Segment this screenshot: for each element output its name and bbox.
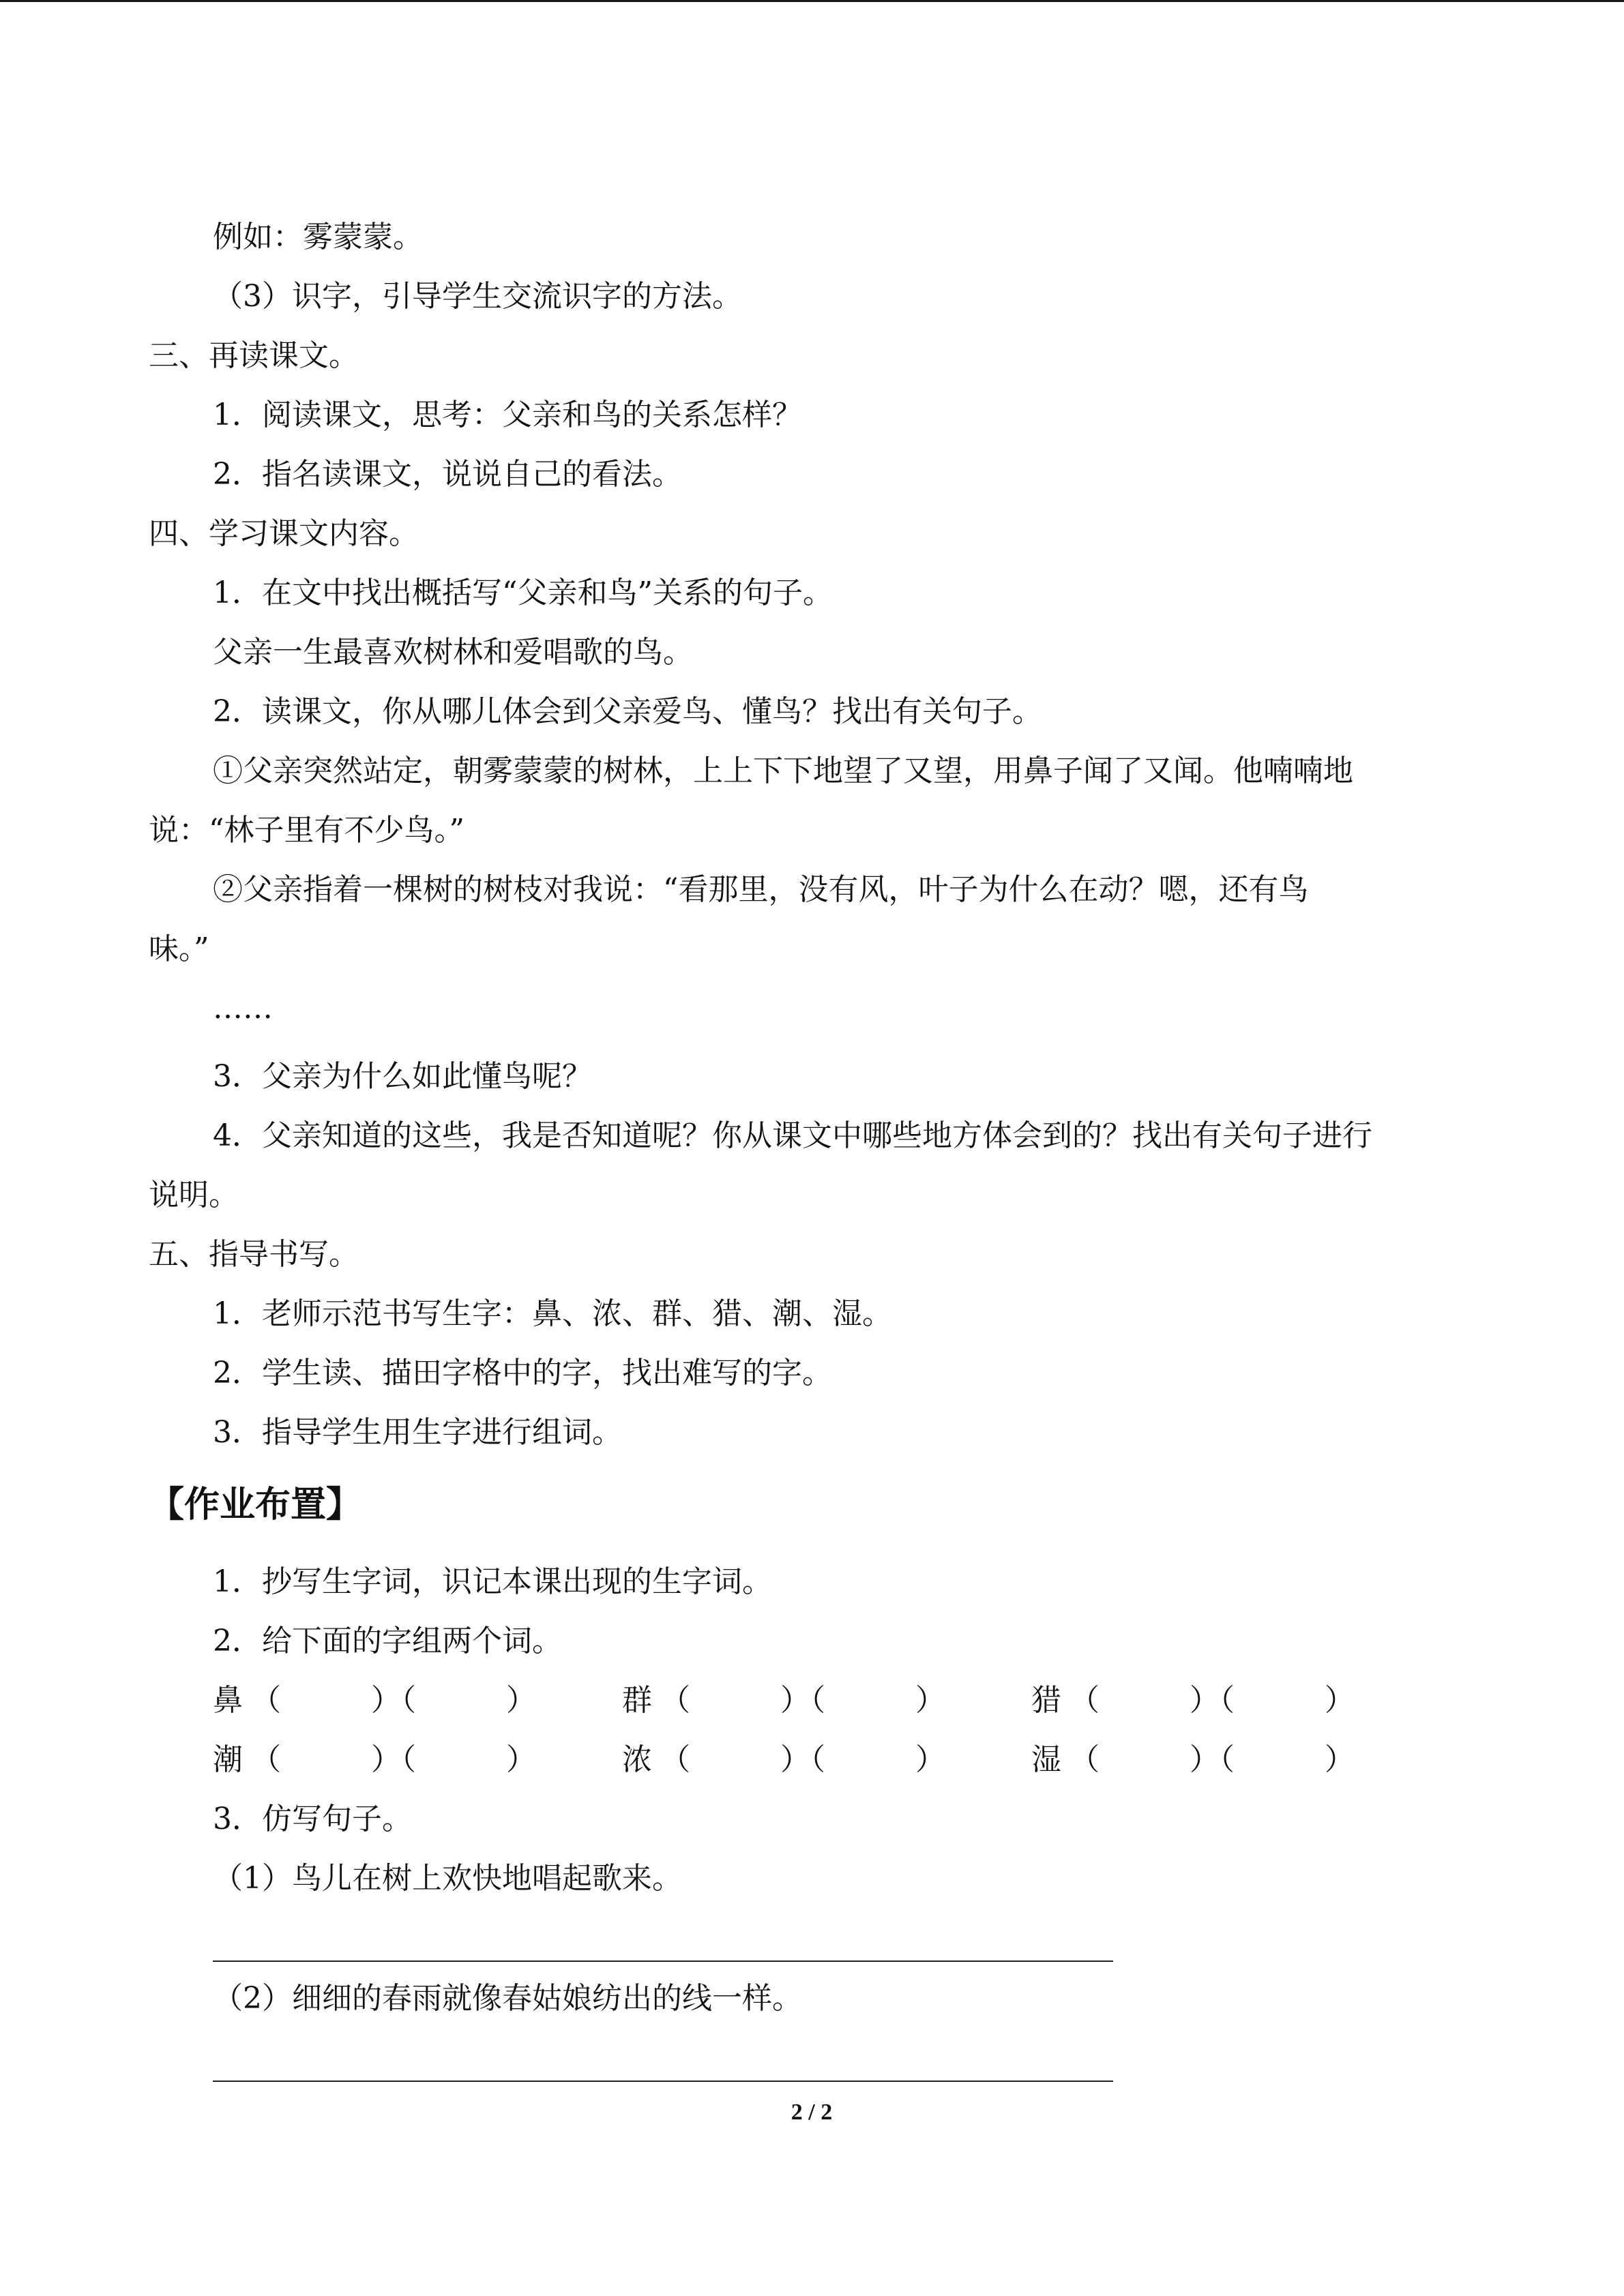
text-line: ②父亲指着一棵树的树枝对我说：“看那里，没有风，叶子为什么在动？嗯，还有鸟 [213, 872, 1309, 907]
word-blanks: （ ）（ ） [1069, 1742, 1355, 1777]
word-char: 浓 [622, 1742, 652, 1777]
text-line: 2．学生读、描田字格中的字，找出难写的字。 [213, 1356, 832, 1390]
homework-item: 1．抄写生字词，识记本课出现的生字词。 [213, 1564, 772, 1599]
text-line: 例如：雾蒙蒙。 [213, 220, 423, 254]
text-line: 3．指导学生用生字进行组词。 [213, 1415, 622, 1450]
text-line: 1．阅读课文，思考：父亲和鸟的关系怎样？ [213, 398, 802, 432]
top-border [0, 0, 1624, 2]
word-blanks: （ ）（ ） [660, 1683, 945, 1718]
word-char: 群 [622, 1683, 652, 1718]
answer-line [213, 1960, 1113, 1962]
text-line: 4．父亲知道的这些，我是否知道呢？你从课文中哪些地方体会到的？找出有关句子进行 [213, 1118, 1372, 1153]
text-line: 父亲一生最喜欢树林和爱唱歌的鸟。 [213, 635, 693, 670]
answer-line [213, 2081, 1113, 2082]
section-heading: 四、学习课文内容。 [149, 516, 419, 551]
sentence-prompt: （2）细细的春雨就像春姑娘纺出的线一样。 [213, 1981, 802, 2016]
homework-item: 3．仿写句子。 [213, 1802, 412, 1836]
text-line: 1．在文中找出概括写“父亲和鸟”关系的句子。 [213, 576, 833, 610]
sentence-prompt: （1）鸟儿在树上欢快地唱起歌来。 [213, 1861, 682, 1896]
text-line: ①父亲突然站定，朝雾蒙蒙的树林，上上下下地望了又望，用鼻子闻了又闻。他喃喃地 [213, 754, 1353, 788]
text-line: 1．老师示范书写生字：鼻、浓、群、猎、潮、湿。 [213, 1296, 892, 1331]
text-line: （3）识字，引导学生交流识字的方法。 [213, 279, 742, 314]
word-char: 湿 [1031, 1742, 1061, 1777]
word-char: 鼻 [213, 1683, 243, 1718]
text-line: 2．指名读课文，说说自己的看法。 [213, 457, 682, 492]
word-char: 潮 [213, 1742, 243, 1777]
word-blanks: （ ）（ ） [251, 1683, 536, 1718]
text-line: 2．读课文，你从哪儿体会到父亲爱鸟、懂鸟？找出有关句子。 [213, 694, 1042, 729]
word-blanks: （ ）（ ） [1069, 1683, 1355, 1718]
text-line: 味。” [149, 931, 209, 966]
homework-heading: 【作业布置】 [149, 1485, 362, 1525]
homework-item: 2．给下面的字组两个词。 [213, 1624, 562, 1658]
section-heading: 五、指导书写。 [149, 1237, 359, 1272]
section-heading: 三、再读课文。 [149, 338, 359, 373]
text-line: 说：“林子里有不少鸟。” [149, 813, 464, 848]
ellipsis: …… [213, 991, 273, 1026]
word-blanks: （ ）（ ） [251, 1742, 536, 1777]
page-number: 2 / 2 [791, 2100, 833, 2125]
word-char: 猎 [1031, 1683, 1061, 1718]
text-line: 说明。 [149, 1178, 239, 1212]
word-blanks: （ ）（ ） [660, 1742, 945, 1777]
text-line: 3．父亲为什么如此懂鸟呢？ [213, 1059, 592, 1094]
